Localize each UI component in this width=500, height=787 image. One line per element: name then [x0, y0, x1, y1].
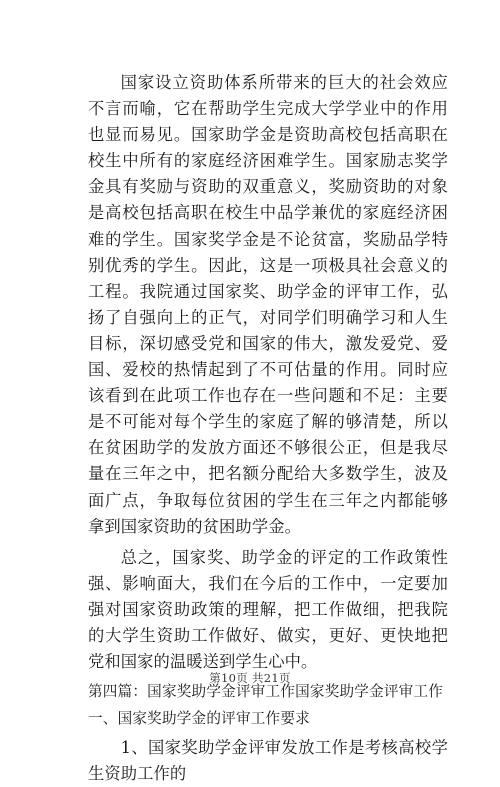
chapter-heading: 第四篇：国家奖助学金评审工作国家奖助学金评审工作: [88, 683, 444, 701]
section-heading: 一、国家奖助学金的评审工作要求: [88, 710, 310, 728]
page-number-footer: 第10页 共21页: [209, 671, 291, 685]
paragraph-social-effect: 国家设立资助体系所带来的巨大的社会效应不言而喻，它在帮助学生完成大学学业中的作用也显而易见。国家助学金是资助高校包括高职在校生中所有的家庭经济困难学生。国家励志奖学金具有奖励与资助的双重意义，奖励资助的对象是高校包括高职在校生中品学兼优的家庭经济困难的学生。国家奖学金是不论贫富，奖励品学特别优秀的学生。因此，这是一项极具社会意义的工程。我院通过国家奖、助学金的评审工作，弘扬了自强向上的正气，对同学们明确学习和人生目标，深切感受党和国家的伟大，激发爱党、爱国、爱校的热情起到了不可估量的作用。同时应该看到在此项工作也存在一些问题和不足：主要是不可能对每个学生的家庭了解的够清楚，所以在贫困助学的发放方面还不够很公正，但是我尽量在三年之中，把名额分配给大多数学生，波及面广点，争取每位贫困的学生在三年之内都能够拿到国家资助的贫困助学金。: [88, 73, 448, 536]
list-item-1: 1、国家奖助学金评审发放工作是考核高校学生资助工作的: [88, 738, 448, 784]
paragraph-conclusion: 总之，国家奖、助学金的评定的工作政策性强、影响面大，我们在今后的工作中，一定要加强对国家资助政策的理解，把工作做细，把我院的大学生资助工作做好、做实，更好、更快地把党和国家的温暖送到学生心中。: [88, 547, 448, 672]
